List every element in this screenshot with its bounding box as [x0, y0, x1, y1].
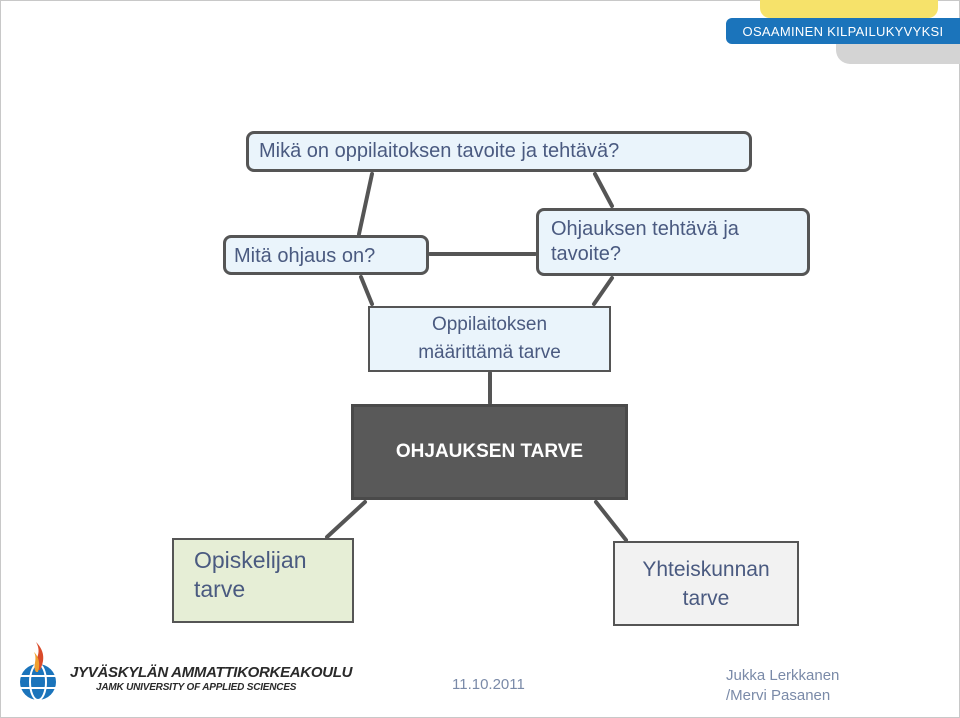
institution-need-box [368, 306, 611, 372]
society-need-line1: Yhteiskunnan [642, 558, 770, 581]
school-name-english: JAMK UNIVERSITY OF APPLIED SCIENCES [96, 682, 297, 693]
question-goal-text: Mikä on oppilaitoksen tavoite ja tehtävä? [259, 140, 620, 162]
society-need-box [613, 541, 799, 626]
question-guidance-box [223, 235, 429, 275]
link-central-to-society [596, 502, 626, 540]
author-line2: /Mervi Pasanen [726, 687, 831, 704]
link-goal-to-guidance-task [595, 174, 612, 206]
link-guidance-task-to-institution [594, 278, 612, 304]
school-name: JYVÄSKYLÄN AMMATTIKORKEAKOULU [70, 664, 353, 681]
society-need-line2: tarve [682, 587, 730, 610]
slide-date: 11.10.2011 [452, 676, 525, 693]
link-goal-to-guidance [359, 174, 372, 234]
institution-need-line1: Oppilaitoksen [431, 314, 548, 335]
student-need-line2: tarve [194, 576, 246, 602]
question-goal-box [246, 131, 752, 172]
link-central-to-student [327, 502, 365, 537]
student-need-line1: Opiskelijan [194, 547, 307, 573]
question-guidance-task-line1: Ohjauksen tehtävä ja [551, 218, 739, 240]
slide-author [726, 666, 839, 706]
link-guidance-to-institution [361, 277, 372, 304]
author-line1: Jukka Lerkkanen [726, 667, 840, 684]
central-need-box [351, 404, 628, 500]
question-guidance-task-box [536, 208, 810, 276]
question-guidance-text: Mitä ohjaus on? [234, 245, 376, 267]
student-need-box [172, 538, 354, 623]
central-need-text: OHJAUKSEN TARVE [395, 441, 584, 462]
header-banner-label: OSAAMINEN KILPAILUKYVYKSI [742, 23, 944, 39]
institution-need-line2: määrittämä tarve [418, 342, 561, 363]
jamk-logo-icon [14, 640, 62, 702]
question-guidance-task-line2: tavoite? [551, 243, 622, 265]
